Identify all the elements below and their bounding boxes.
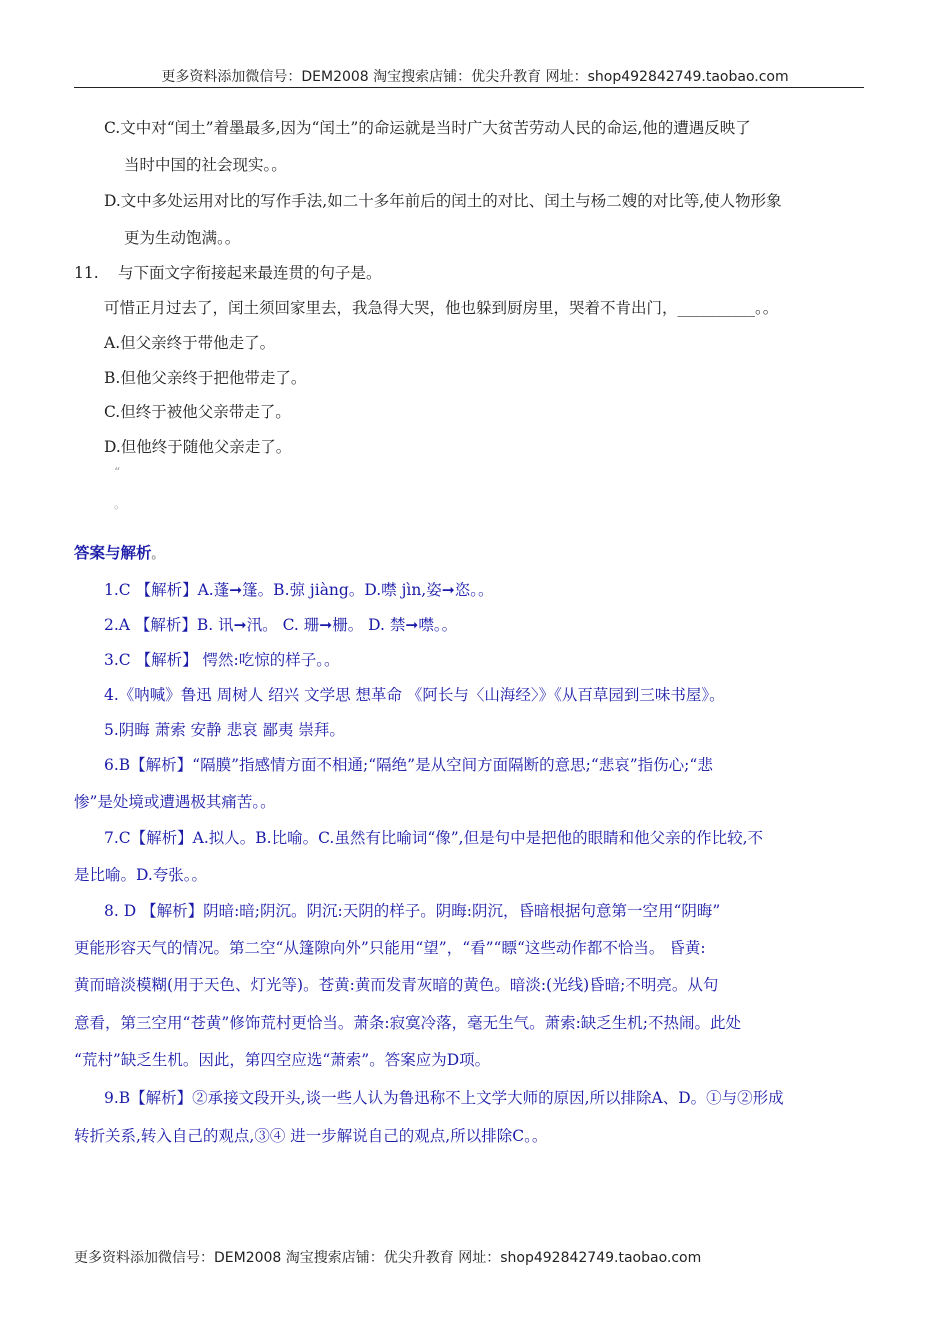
paragraph-mark: “ bbox=[114, 465, 121, 479]
answer-9-line-1: 9.B【解析】②承接文段开头,谈一些人认为鲁迅称不上文学大师的原因,所以排除A、D。①与②形成 bbox=[104, 1089, 784, 1107]
answer-7-line-1: 7.C【解析】A.拟人。B.比喻。C.虽然有比喻词“像”,但是句中是把他的眼睛和他父亲的作比较,不 bbox=[104, 829, 764, 847]
option-d-line-1: D.文中多处运用对比的写作手法,如二十多年前后的闰土的对比、闰土与杨二嫂的对比等,使人物形象 bbox=[104, 192, 782, 210]
page-header: 更多资料添加微信号：DEM2008 淘宝搜索店铺：优尖升教育 网址：shop492842749.taobao.com bbox=[161, 69, 789, 85]
question-11-option-a: A.但父亲终于带他走了。 bbox=[104, 334, 276, 352]
answers-title: 答案与解析。 bbox=[74, 543, 164, 562]
paragraph-mark: 。 bbox=[114, 497, 127, 511]
question-11-option-c: C.但终于被他父亲带走了。 bbox=[104, 403, 291, 421]
answer-9-line-2: 转折关系,转入自己的观点,③④ 进一步解说自己的观点,所以排除C。。 bbox=[74, 1127, 548, 1145]
answer-6-line-1: 6.B【解析】“隔膜”指感情方面不相通;“隔绝”是从空间方面隔断的意思;“悲哀”指伤心;“悲 bbox=[104, 756, 713, 774]
question-11-option-b: B.但他父亲终于把他带走了。 bbox=[104, 369, 307, 387]
answer-3: 3.C 【解析】 愕然:吃惊的样子。。 bbox=[104, 651, 340, 669]
answer-8-line-3: 黄而暗淡模糊(用于天色、灯光等)。苍黄:黄而发青灰暗的黄色。暗淡:(光线)昏暗;不明亮。从句 bbox=[74, 976, 719, 994]
option-c-line-2: 当时中国的社会现实。。 bbox=[124, 156, 287, 174]
question-11-passage: 可惜正月过去了，闰土须回家里去，我急得大哭，他也躲到厨房里，哭着不肯出门，__________。。 bbox=[104, 299, 779, 317]
answer-8-line-1: 8. D 【解析】阴暗:暗;阴沉。阴沉:天阴的样子。阴晦:阴沉，昏暗根据句意第一空用“阴晦” bbox=[104, 902, 721, 920]
answer-7-line-2: 是比喻。D.夸张。。 bbox=[74, 866, 208, 884]
answer-4: 4.《呐喊》鲁迅 周树人 绍兴 文学思 想革命 《阿长与〈山海经〉》《从百草园到三味书屋》。 bbox=[104, 686, 725, 704]
answer-6-line-2: 惨”是处境或遭遇极其痛苦。。 bbox=[74, 793, 276, 811]
question-11-option-d: D.但他终于随他父亲走了。 bbox=[104, 438, 292, 456]
question-11-stem: 与下面文字衔接起来最连贯的句子是。 bbox=[118, 264, 382, 282]
answer-2: 2.A 【解析】B. 讯➞汛。 C. 珊➞栅。 D. 禁➞噤。。 bbox=[104, 616, 458, 634]
answer-8-line-4: 意看，第三空用“苍黄”修饰荒村更恰当。萧条:寂寞冷落，毫无生气。萧索:缺乏生机;不热闹。此处 bbox=[74, 1014, 742, 1032]
header-divider bbox=[74, 87, 864, 88]
option-d-line-2: 更为生动饱满。。 bbox=[124, 229, 241, 247]
answer-1: 1.C 【解析】A.蓬➞篷。B.弶 jiàng。D.噤 jìn,姿➞恣。。 bbox=[104, 581, 494, 599]
question-11-number: 11. bbox=[74, 264, 99, 282]
option-c-line-1: C.文中对“闰土”着墨最多,因为“闰土”的命运就是当时广大贫苦劳动人民的命运,他的遭遇反映了 bbox=[104, 119, 751, 137]
answer-8-line-2: 更能形容天气的情况。第二空“从篷隙向外”只能用“望”，“看”“瞟“这些动作都不恰当。 昏黄: bbox=[74, 939, 706, 957]
page-footer: 更多资料添加微信号：DEM2008 淘宝搜索店铺：优尖升教育 网址：shop492842749.taobao.com bbox=[74, 1250, 702, 1266]
answer-8-line-5: “荒村”缺乏生机。因此，第四空应选“萧索”。答案应为D项。 bbox=[74, 1051, 491, 1069]
answer-5: 5.阴晦 萧索 安静 悲哀 鄙夷 崇拜。 bbox=[104, 721, 345, 739]
